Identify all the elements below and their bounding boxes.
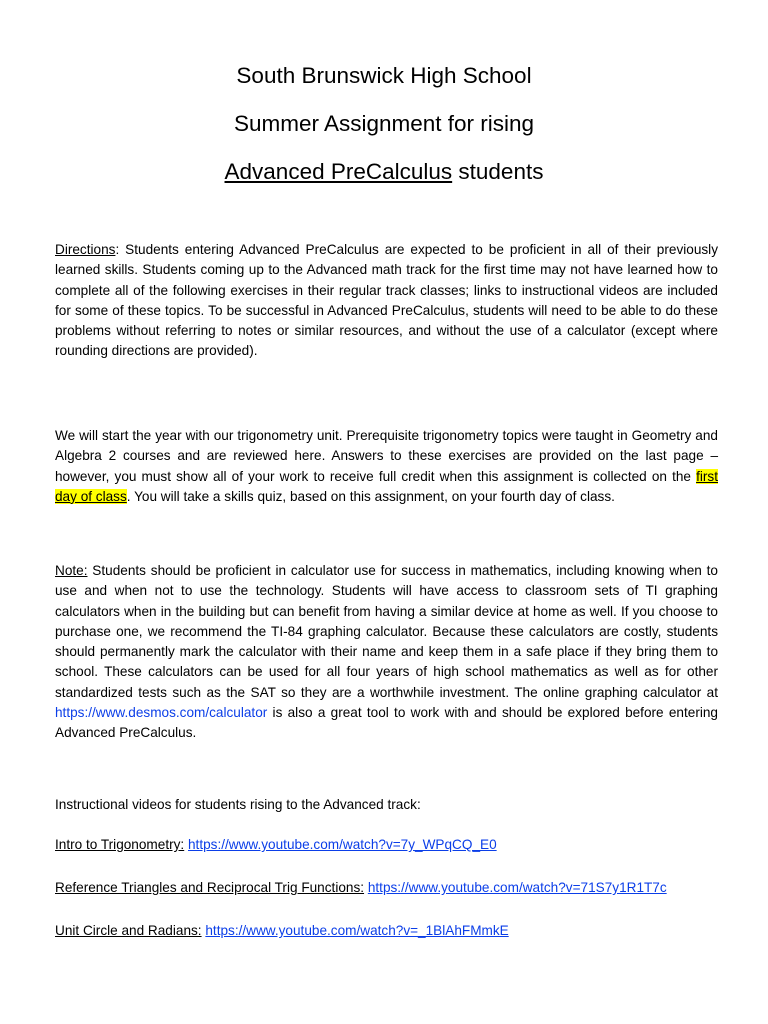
course-name: Advanced PreCalculus: [224, 159, 453, 184]
directions-label: Directions: [55, 242, 116, 257]
video-item-unit-circle: [55, 921, 509, 941]
video-label: Unit Circle and Radians:: [55, 923, 202, 938]
note-paragraph: [55, 561, 718, 744]
directions-text: : Students entering Advanced PreCalculus are expected to be proficient in all of their previously learned skills. Students coming up to the Advanced math track for the first time may not have learned how to complete all of the following exercises in their regular track classes; links to instructional videos are included for some of these topics. To be successful in Advanced PreCalculus, students will need to be able to do these problems without referring to notes or similar resources, and without the use of a calculator (except where rounding directions are provided).: [55, 242, 718, 359]
videos-heading: Instructional videos for students rising to the Advanced track:: [55, 797, 421, 812]
video-link[interactable]: https://www.youtube.com/watch?v=_1BlAhFMmkE: [205, 923, 509, 938]
video-link[interactable]: https://www.youtube.com/watch?v=7y_WPqCQ_E0: [187, 837, 497, 852]
trig-text-after: . You will take a skills quiz, based on this assignment, on your fourth day of class.: [126, 488, 615, 504]
video-item-reference-triangles: [55, 878, 667, 898]
directions-paragraph: [55, 240, 718, 362]
first-day-highlight: first day of class: [55, 468, 718, 504]
document-title: [0, 52, 768, 196]
assignment-title: Summer Assignment for rising: [233, 111, 535, 136]
trig-text-before: We will start the year with our trigonometry unit. Prerequisite trigonometry topics were taught in Geometry and Algebra 2 courses and are reviewed here. Answers to these exercises are provided on the last page – however, you must show all of your work to receive full credit when this assignment is collected on the: [55, 428, 718, 484]
video-item-intro-trig: [55, 835, 497, 855]
course-title-rest: students: [452, 159, 544, 184]
video-label: Intro to Trigonometry:: [55, 837, 185, 852]
video-link[interactable]: https://www.youtube.com/watch?v=71S7y1R1T7c: [367, 880, 667, 895]
desmos-link[interactable]: https://www.desmos.com/calculator: [55, 705, 268, 721]
school-name: South Brunswick High School: [236, 63, 532, 88]
trigonometry-paragraph: [55, 426, 718, 507]
note-label: Note:: [55, 563, 88, 578]
note-text-after: is also a great tool to work with and should be explored before entering Advanced PreCalculus.: [55, 705, 718, 741]
course-title: [0, 148, 768, 196]
video-label: Reference Triangles and Reciprocal Trig Functions:: [55, 880, 365, 895]
note-text-before: Students should be proficient in calculator use for success in mathematics, including knowing when to use and when not to use the technology. Students will have access to classroom sets of TI graphing calculators when in the building but can benefit from having a similar device at home as well. If you choose to purchase one, we recommend the TI-84 graphing calculator. Because these calculators are costly, students should permanently mark the calculator with their name and keep them in a safe place if they bring them to school. These calculators can be used for all four years of high school mathematics as well as for other standardized tests such as the SAT so they are a worthwhile investment. The online graphing calculator at: [55, 563, 718, 700]
